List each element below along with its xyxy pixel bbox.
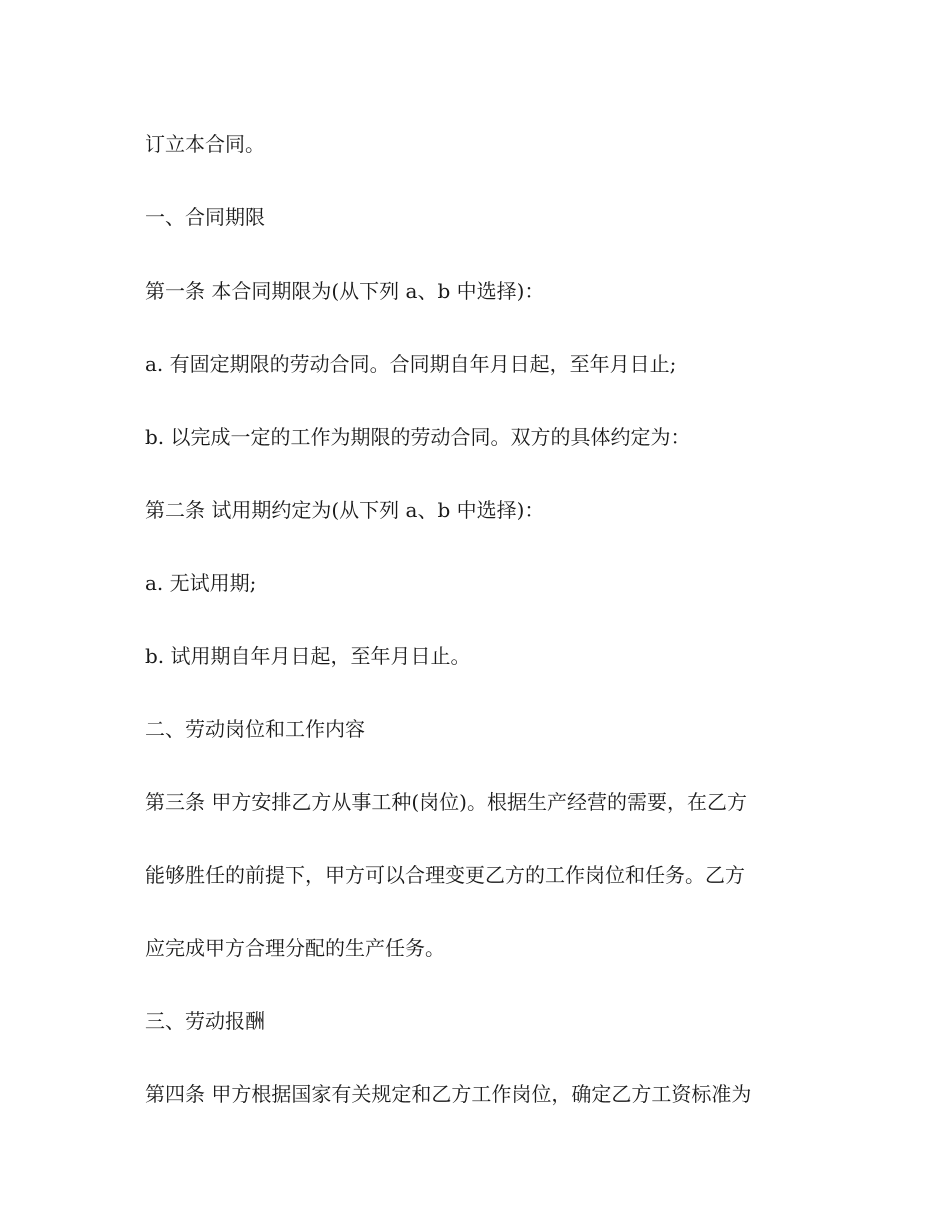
article-line: 第四条 甲方根据国家有关规定和乙方工作岗位，确定乙方工资标准为 — [145, 1082, 752, 1106]
option-line: b. 以完成一定的工作为期限的劳动合同。双方的具体约定为： — [145, 425, 691, 449]
option-line: a. 有固定期限的劳动合同。合同期自年月日起，至年月日止; — [145, 352, 677, 376]
option-line: a. 无试用期; — [145, 571, 257, 595]
text-line: 能够胜任的前提下，甲方可以合理变更乙方的工作岗位和任务。乙方 — [145, 863, 745, 887]
text-line: 应完成甲方合理分配的生产任务。 — [145, 936, 445, 960]
article-line: 第三条 甲方安排乙方从事工种(岗位)。根据生产经营的需要，在乙方 — [145, 790, 747, 814]
section-heading: 二、劳动岗位和工作内容 — [145, 717, 365, 741]
text-line: 订立本合同。 — [145, 132, 265, 156]
article-line: 第一条 本合同期限为(从下列 a、b 中选择)： — [145, 279, 545, 303]
article-line: 第二条 试用期约定为(从下列 a、b 中选择)： — [145, 498, 545, 522]
section-heading: 三、劳动报酬 — [145, 1009, 265, 1033]
section-heading: 一、合同期限 — [145, 205, 265, 229]
option-line: b. 试用期自年月日起，至年月日止。 — [145, 644, 471, 668]
